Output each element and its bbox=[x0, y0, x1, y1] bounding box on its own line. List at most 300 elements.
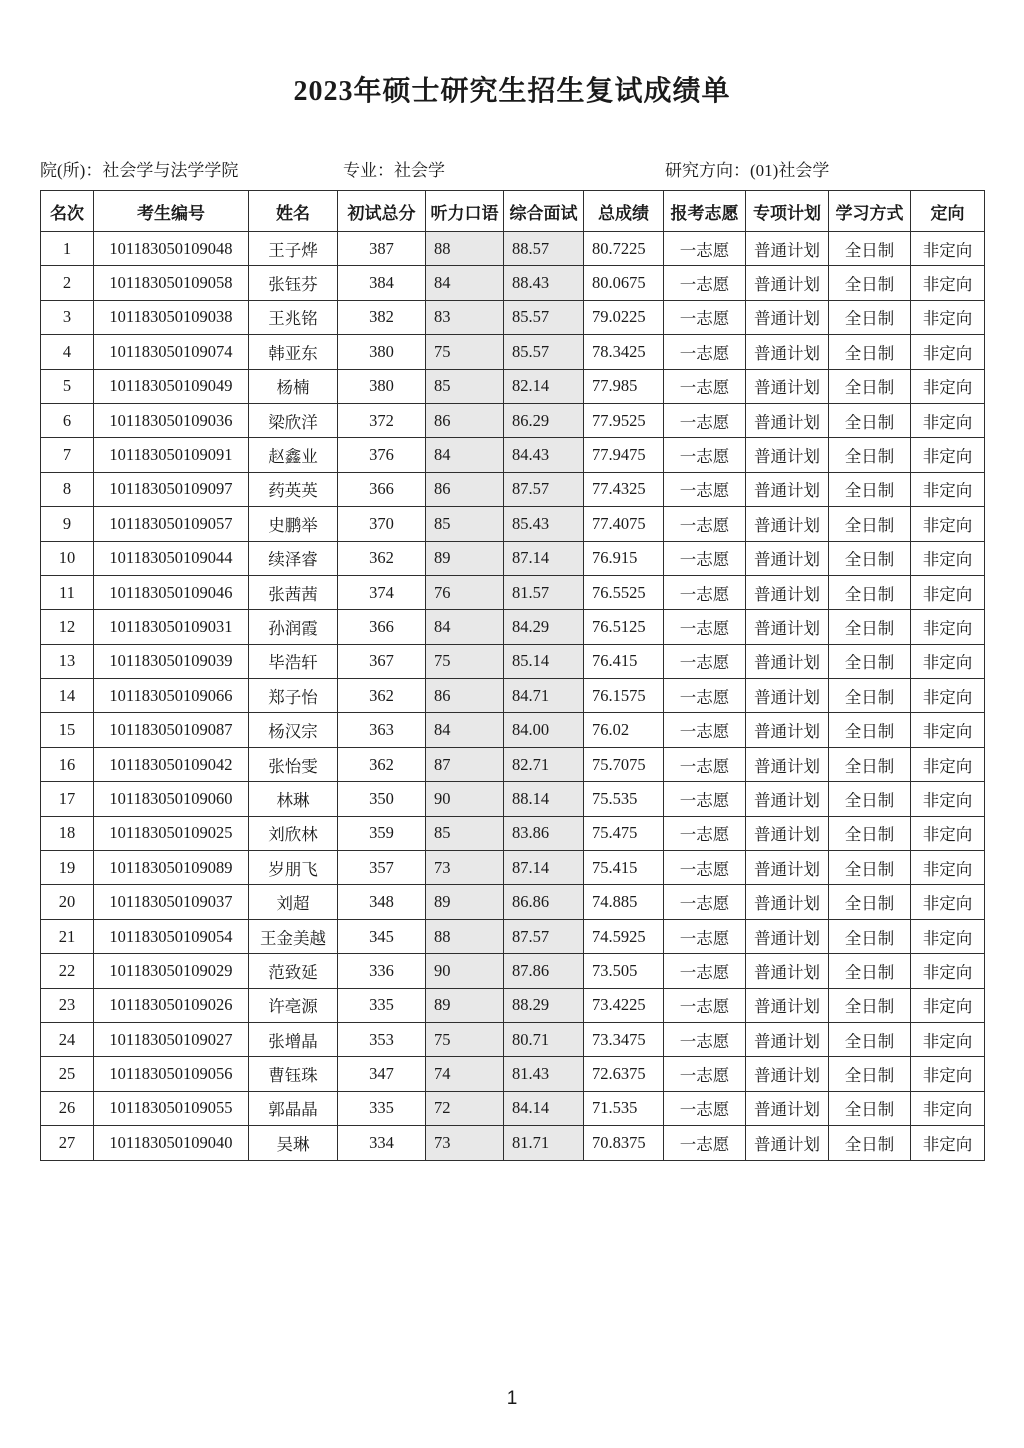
cell-listening-speaking: 83 bbox=[426, 300, 504, 334]
cell-interview: 84.00 bbox=[504, 713, 584, 747]
cell-special-plan: 普通计划 bbox=[746, 610, 829, 644]
cell-total-score: 75.415 bbox=[584, 851, 664, 885]
cell-initial-total: 380 bbox=[338, 335, 426, 369]
cell-rank: 10 bbox=[41, 541, 94, 575]
cell-initial-total: 372 bbox=[338, 403, 426, 437]
cell-rank: 4 bbox=[41, 335, 94, 369]
cell-rank: 17 bbox=[41, 782, 94, 816]
cell-candidate-id: 101183050109040 bbox=[94, 1126, 249, 1160]
cell-rank: 26 bbox=[41, 1091, 94, 1125]
cell-listening-speaking: 86 bbox=[426, 679, 504, 713]
cell-special-plan: 普通计划 bbox=[746, 438, 829, 472]
research-direction-label: 研究方向： bbox=[665, 161, 750, 180]
cell-preference: 一志愿 bbox=[664, 438, 746, 472]
cell-preference: 一志愿 bbox=[664, 885, 746, 919]
cell-interview: 83.86 bbox=[504, 816, 584, 850]
cell-name: 史鹏举 bbox=[249, 507, 338, 541]
cell-preference: 一志愿 bbox=[664, 575, 746, 609]
table-row bbox=[41, 369, 985, 403]
cell-name: 王兆铭 bbox=[249, 300, 338, 334]
cell-interview: 88.43 bbox=[504, 266, 584, 300]
cell-rank: 2 bbox=[41, 266, 94, 300]
cell-initial-total: 387 bbox=[338, 232, 426, 266]
cell-study-mode: 全日制 bbox=[829, 713, 911, 747]
college-field bbox=[40, 160, 238, 182]
page-title: 2023年硕士研究生招生复试成绩单 bbox=[293, 76, 731, 107]
cell-orientation: 非定向 bbox=[911, 954, 985, 988]
cell-orientation: 非定向 bbox=[911, 1126, 985, 1160]
cell-initial-total: 362 bbox=[338, 541, 426, 575]
cell-interview: 84.43 bbox=[504, 438, 584, 472]
cell-preference: 一志愿 bbox=[664, 816, 746, 850]
cell-initial-total: 348 bbox=[338, 885, 426, 919]
cell-special-plan: 普通计划 bbox=[746, 403, 829, 437]
cell-listening-speaking: 84 bbox=[426, 610, 504, 644]
cell-total-score: 72.6375 bbox=[584, 1057, 664, 1091]
cell-candidate-id: 101183050109060 bbox=[94, 782, 249, 816]
cell-listening-speaking: 85 bbox=[426, 507, 504, 541]
document-info-line bbox=[40, 160, 984, 182]
cell-study-mode: 全日制 bbox=[829, 782, 911, 816]
cell-listening-speaking: 90 bbox=[426, 954, 504, 988]
cell-total-score: 75.535 bbox=[584, 782, 664, 816]
cell-special-plan: 普通计划 bbox=[746, 472, 829, 506]
cell-listening-speaking: 72 bbox=[426, 1091, 504, 1125]
cell-candidate-id: 101183050109055 bbox=[94, 1091, 249, 1125]
cell-total-score: 77.9475 bbox=[584, 438, 664, 472]
cell-rank: 8 bbox=[41, 472, 94, 506]
cell-listening-speaking: 84 bbox=[426, 266, 504, 300]
cell-special-plan: 普通计划 bbox=[746, 1022, 829, 1056]
cell-special-plan: 普通计划 bbox=[746, 816, 829, 850]
college-value: 社会学与法学学院 bbox=[102, 161, 239, 180]
column-header-study-mode: 学习方式 bbox=[829, 191, 911, 232]
cell-special-plan: 普通计划 bbox=[746, 713, 829, 747]
cell-interview: 82.71 bbox=[504, 747, 584, 781]
cell-study-mode: 全日制 bbox=[829, 541, 911, 575]
cell-study-mode: 全日制 bbox=[829, 403, 911, 437]
cell-preference: 一志愿 bbox=[664, 472, 746, 506]
table-row bbox=[41, 644, 985, 678]
cell-candidate-id: 101183050109057 bbox=[94, 507, 249, 541]
table-row bbox=[41, 266, 985, 300]
cell-candidate-id: 101183050109089 bbox=[94, 851, 249, 885]
major-field bbox=[343, 160, 445, 182]
cell-rank: 18 bbox=[41, 816, 94, 850]
column-header-special-plan: 专项计划 bbox=[746, 191, 829, 232]
cell-name: 孙润霞 bbox=[249, 610, 338, 644]
cell-orientation: 非定向 bbox=[911, 610, 985, 644]
table-row bbox=[41, 679, 985, 713]
table-row bbox=[41, 816, 985, 850]
cell-orientation: 非定向 bbox=[911, 507, 985, 541]
cell-name: 毕浩轩 bbox=[249, 644, 338, 678]
cell-interview: 87.57 bbox=[504, 472, 584, 506]
cell-name: 王子烨 bbox=[249, 232, 338, 266]
cell-study-mode: 全日制 bbox=[829, 679, 911, 713]
table-header-row bbox=[41, 191, 985, 232]
cell-preference: 一志愿 bbox=[664, 782, 746, 816]
cell-initial-total: 374 bbox=[338, 575, 426, 609]
cell-name: 郑子怡 bbox=[249, 679, 338, 713]
cell-total-score: 76.5125 bbox=[584, 610, 664, 644]
cell-initial-total: 335 bbox=[338, 1091, 426, 1125]
cell-rank: 3 bbox=[41, 300, 94, 334]
cell-preference: 一志愿 bbox=[664, 403, 746, 437]
table-row bbox=[41, 988, 985, 1022]
cell-orientation: 非定向 bbox=[911, 369, 985, 403]
cell-orientation: 非定向 bbox=[911, 266, 985, 300]
cell-name: 刘超 bbox=[249, 885, 338, 919]
cell-listening-speaking: 85 bbox=[426, 369, 504, 403]
cell-preference: 一志愿 bbox=[664, 1022, 746, 1056]
cell-total-score: 73.3475 bbox=[584, 1022, 664, 1056]
cell-preference: 一志愿 bbox=[664, 1057, 746, 1091]
cell-name: 张钰芬 bbox=[249, 266, 338, 300]
cell-candidate-id: 101183050109058 bbox=[94, 266, 249, 300]
cell-interview: 87.14 bbox=[504, 851, 584, 885]
cell-name: 药英英 bbox=[249, 472, 338, 506]
table-row bbox=[41, 610, 985, 644]
cell-listening-speaking: 87 bbox=[426, 747, 504, 781]
cell-preference: 一志愿 bbox=[664, 369, 746, 403]
cell-name: 梁欣洋 bbox=[249, 403, 338, 437]
cell-study-mode: 全日制 bbox=[829, 1057, 911, 1091]
cell-total-score: 76.1575 bbox=[584, 679, 664, 713]
column-header-rank: 名次 bbox=[41, 191, 94, 232]
cell-interview: 82.14 bbox=[504, 369, 584, 403]
cell-preference: 一志愿 bbox=[664, 1091, 746, 1125]
cell-special-plan: 普通计划 bbox=[746, 232, 829, 266]
cell-interview: 88.29 bbox=[504, 988, 584, 1022]
column-header-orientation: 定向 bbox=[911, 191, 985, 232]
column-header-initial-total: 初试总分 bbox=[338, 191, 426, 232]
cell-preference: 一志愿 bbox=[664, 988, 746, 1022]
column-header-name: 姓名 bbox=[249, 191, 338, 232]
cell-rank: 23 bbox=[41, 988, 94, 1022]
cell-orientation: 非定向 bbox=[911, 472, 985, 506]
table-row bbox=[41, 919, 985, 953]
cell-total-score: 76.5525 bbox=[584, 575, 664, 609]
cell-special-plan: 普通计划 bbox=[746, 988, 829, 1022]
cell-orientation: 非定向 bbox=[911, 541, 985, 575]
cell-preference: 一志愿 bbox=[664, 300, 746, 334]
table-row bbox=[41, 1022, 985, 1056]
cell-name: 杨楠 bbox=[249, 369, 338, 403]
cell-initial-total: 362 bbox=[338, 679, 426, 713]
cell-interview: 80.71 bbox=[504, 1022, 584, 1056]
cell-study-mode: 全日制 bbox=[829, 507, 911, 541]
cell-rank: 25 bbox=[41, 1057, 94, 1091]
cell-listening-speaking: 75 bbox=[426, 335, 504, 369]
cell-rank: 24 bbox=[41, 1022, 94, 1056]
cell-total-score: 71.535 bbox=[584, 1091, 664, 1125]
cell-initial-total: 382 bbox=[338, 300, 426, 334]
cell-candidate-id: 101183050109048 bbox=[94, 232, 249, 266]
cell-special-plan: 普通计划 bbox=[746, 507, 829, 541]
cell-initial-total: 366 bbox=[338, 472, 426, 506]
cell-orientation: 非定向 bbox=[911, 919, 985, 953]
cell-interview: 88.57 bbox=[504, 232, 584, 266]
cell-preference: 一志愿 bbox=[664, 266, 746, 300]
cell-name: 岁朋飞 bbox=[249, 851, 338, 885]
cell-rank: 13 bbox=[41, 644, 94, 678]
cell-orientation: 非定向 bbox=[911, 1091, 985, 1125]
cell-name: 许亳源 bbox=[249, 988, 338, 1022]
cell-special-plan: 普通计划 bbox=[746, 954, 829, 988]
cell-study-mode: 全日制 bbox=[829, 919, 911, 953]
table-row bbox=[41, 954, 985, 988]
cell-study-mode: 全日制 bbox=[829, 1022, 911, 1056]
cell-listening-speaking: 73 bbox=[426, 851, 504, 885]
cell-preference: 一志愿 bbox=[664, 610, 746, 644]
cell-candidate-id: 101183050109049 bbox=[94, 369, 249, 403]
cell-listening-speaking: 89 bbox=[426, 885, 504, 919]
cell-orientation: 非定向 bbox=[911, 747, 985, 781]
cell-name: 林琳 bbox=[249, 782, 338, 816]
cell-study-mode: 全日制 bbox=[829, 266, 911, 300]
cell-listening-speaking: 86 bbox=[426, 472, 504, 506]
column-header-interview: 综合面试 bbox=[504, 191, 584, 232]
cell-name: 张增晶 bbox=[249, 1022, 338, 1056]
cell-preference: 一志愿 bbox=[664, 335, 746, 369]
cell-special-plan: 普通计划 bbox=[746, 369, 829, 403]
cell-candidate-id: 101183050109066 bbox=[94, 679, 249, 713]
cell-interview: 86.29 bbox=[504, 403, 584, 437]
cell-preference: 一志愿 bbox=[664, 954, 746, 988]
cell-candidate-id: 101183050109036 bbox=[94, 403, 249, 437]
cell-candidate-id: 101183050109044 bbox=[94, 541, 249, 575]
major-value: 社会学 bbox=[394, 161, 445, 180]
cell-study-mode: 全日制 bbox=[829, 472, 911, 506]
column-header-preference: 报考志愿 bbox=[664, 191, 746, 232]
cell-study-mode: 全日制 bbox=[829, 851, 911, 885]
cell-total-score: 73.505 bbox=[584, 954, 664, 988]
cell-preference: 一志愿 bbox=[664, 644, 746, 678]
cell-rank: 27 bbox=[41, 1126, 94, 1160]
cell-candidate-id: 101183050109074 bbox=[94, 335, 249, 369]
cell-initial-total: 350 bbox=[338, 782, 426, 816]
cell-interview: 86.86 bbox=[504, 885, 584, 919]
cell-rank: 21 bbox=[41, 919, 94, 953]
cell-candidate-id: 101183050109091 bbox=[94, 438, 249, 472]
cell-initial-total: 380 bbox=[338, 369, 426, 403]
table-row bbox=[41, 541, 985, 575]
cell-interview: 85.57 bbox=[504, 335, 584, 369]
cell-interview: 84.29 bbox=[504, 610, 584, 644]
cell-total-score: 74.5925 bbox=[584, 919, 664, 953]
cell-candidate-id: 101183050109042 bbox=[94, 747, 249, 781]
cell-initial-total: 347 bbox=[338, 1057, 426, 1091]
cell-listening-speaking: 86 bbox=[426, 403, 504, 437]
cell-preference: 一志愿 bbox=[664, 713, 746, 747]
cell-special-plan: 普通计划 bbox=[746, 266, 829, 300]
cell-interview: 81.71 bbox=[504, 1126, 584, 1160]
table-row bbox=[41, 300, 985, 334]
cell-listening-speaking: 84 bbox=[426, 438, 504, 472]
cell-candidate-id: 101183050109026 bbox=[94, 988, 249, 1022]
cell-orientation: 非定向 bbox=[911, 713, 985, 747]
cell-study-mode: 全日制 bbox=[829, 644, 911, 678]
cell-total-score: 78.3425 bbox=[584, 335, 664, 369]
cell-total-score: 76.415 bbox=[584, 644, 664, 678]
cell-rank: 15 bbox=[41, 713, 94, 747]
cell-orientation: 非定向 bbox=[911, 438, 985, 472]
cell-special-plan: 普通计划 bbox=[746, 885, 829, 919]
cell-study-mode: 全日制 bbox=[829, 988, 911, 1022]
cell-total-score: 70.8375 bbox=[584, 1126, 664, 1160]
cell-interview: 87.57 bbox=[504, 919, 584, 953]
cell-initial-total: 353 bbox=[338, 1022, 426, 1056]
cell-name: 吴琳 bbox=[249, 1126, 338, 1160]
research-direction-value: (01)社会学 bbox=[750, 161, 830, 180]
cell-orientation: 非定向 bbox=[911, 300, 985, 334]
cell-rank: 9 bbox=[41, 507, 94, 541]
cell-orientation: 非定向 bbox=[911, 1022, 985, 1056]
cell-preference: 一志愿 bbox=[664, 1126, 746, 1160]
cell-listening-speaking: 90 bbox=[426, 782, 504, 816]
cell-orientation: 非定向 bbox=[911, 782, 985, 816]
cell-special-plan: 普通计划 bbox=[746, 575, 829, 609]
cell-name: 王金美越 bbox=[249, 919, 338, 953]
cell-listening-speaking: 89 bbox=[426, 541, 504, 575]
cell-preference: 一志愿 bbox=[664, 507, 746, 541]
cell-name: 韩亚东 bbox=[249, 335, 338, 369]
cell-interview: 85.57 bbox=[504, 300, 584, 334]
cell-rank: 11 bbox=[41, 575, 94, 609]
cell-orientation: 非定向 bbox=[911, 575, 985, 609]
cell-name: 范致延 bbox=[249, 954, 338, 988]
cell-rank: 6 bbox=[41, 403, 94, 437]
cell-interview: 85.14 bbox=[504, 644, 584, 678]
cell-name: 曹钰珠 bbox=[249, 1057, 338, 1091]
table-row bbox=[41, 1057, 985, 1091]
score-table bbox=[40, 190, 985, 1161]
cell-special-plan: 普通计划 bbox=[746, 747, 829, 781]
cell-study-mode: 全日制 bbox=[829, 747, 911, 781]
cell-interview: 81.43 bbox=[504, 1057, 584, 1091]
cell-interview: 81.57 bbox=[504, 575, 584, 609]
cell-study-mode: 全日制 bbox=[829, 1126, 911, 1160]
cell-study-mode: 全日制 bbox=[829, 816, 911, 850]
major-label: 专业： bbox=[343, 161, 394, 180]
cell-name: 郭晶晶 bbox=[249, 1091, 338, 1125]
cell-total-score: 76.02 bbox=[584, 713, 664, 747]
cell-rank: 20 bbox=[41, 885, 94, 919]
cell-listening-speaking: 89 bbox=[426, 988, 504, 1022]
cell-interview: 88.14 bbox=[504, 782, 584, 816]
cell-name: 刘欣林 bbox=[249, 816, 338, 850]
cell-orientation: 非定向 bbox=[911, 403, 985, 437]
cell-orientation: 非定向 bbox=[911, 644, 985, 678]
cell-special-plan: 普通计划 bbox=[746, 851, 829, 885]
cell-special-plan: 普通计划 bbox=[746, 1057, 829, 1091]
cell-study-mode: 全日制 bbox=[829, 232, 911, 266]
cell-special-plan: 普通计划 bbox=[746, 782, 829, 816]
cell-total-score: 77.985 bbox=[584, 369, 664, 403]
cell-candidate-id: 101183050109087 bbox=[94, 713, 249, 747]
cell-rank: 16 bbox=[41, 747, 94, 781]
cell-initial-total: 363 bbox=[338, 713, 426, 747]
cell-candidate-id: 101183050109027 bbox=[94, 1022, 249, 1056]
cell-study-mode: 全日制 bbox=[829, 335, 911, 369]
cell-total-score: 80.7225 bbox=[584, 232, 664, 266]
cell-initial-total: 336 bbox=[338, 954, 426, 988]
cell-special-plan: 普通计划 bbox=[746, 335, 829, 369]
cell-initial-total: 366 bbox=[338, 610, 426, 644]
cell-listening-speaking: 84 bbox=[426, 713, 504, 747]
score-table-body bbox=[41, 232, 985, 1161]
cell-rank: 1 bbox=[41, 232, 94, 266]
table-row bbox=[41, 438, 985, 472]
cell-interview: 87.86 bbox=[504, 954, 584, 988]
table-row bbox=[41, 472, 985, 506]
cell-preference: 一志愿 bbox=[664, 851, 746, 885]
cell-initial-total: 345 bbox=[338, 919, 426, 953]
cell-candidate-id: 101183050109037 bbox=[94, 885, 249, 919]
cell-special-plan: 普通计划 bbox=[746, 541, 829, 575]
cell-total-score: 75.7075 bbox=[584, 747, 664, 781]
cell-name: 张茜茜 bbox=[249, 575, 338, 609]
cell-initial-total: 370 bbox=[338, 507, 426, 541]
cell-initial-total: 357 bbox=[338, 851, 426, 885]
cell-rank: 19 bbox=[41, 851, 94, 885]
cell-rank: 22 bbox=[41, 954, 94, 988]
cell-study-mode: 全日制 bbox=[829, 300, 911, 334]
table-row bbox=[41, 507, 985, 541]
cell-study-mode: 全日制 bbox=[829, 954, 911, 988]
cell-orientation: 非定向 bbox=[911, 335, 985, 369]
cell-listening-speaking: 75 bbox=[426, 644, 504, 678]
cell-name: 张怡雯 bbox=[249, 747, 338, 781]
cell-total-score: 80.0675 bbox=[584, 266, 664, 300]
table-row bbox=[41, 713, 985, 747]
cell-interview: 84.71 bbox=[504, 679, 584, 713]
cell-study-mode: 全日制 bbox=[829, 369, 911, 403]
cell-orientation: 非定向 bbox=[911, 988, 985, 1022]
cell-total-score: 76.915 bbox=[584, 541, 664, 575]
cell-name: 续泽睿 bbox=[249, 541, 338, 575]
cell-total-score: 74.885 bbox=[584, 885, 664, 919]
cell-initial-total: 367 bbox=[338, 644, 426, 678]
cell-orientation: 非定向 bbox=[911, 679, 985, 713]
cell-special-plan: 普通计划 bbox=[746, 300, 829, 334]
cell-candidate-id: 101183050109038 bbox=[94, 300, 249, 334]
cell-special-plan: 普通计划 bbox=[746, 919, 829, 953]
cell-candidate-id: 101183050109039 bbox=[94, 644, 249, 678]
table-row bbox=[41, 232, 985, 266]
column-header-total-score: 总成绩 bbox=[584, 191, 664, 232]
cell-special-plan: 普通计划 bbox=[746, 644, 829, 678]
cell-rank: 7 bbox=[41, 438, 94, 472]
cell-orientation: 非定向 bbox=[911, 816, 985, 850]
cell-special-plan: 普通计划 bbox=[746, 679, 829, 713]
cell-listening-speaking: 75 bbox=[426, 1022, 504, 1056]
table-row bbox=[41, 1091, 985, 1125]
cell-rank: 5 bbox=[41, 369, 94, 403]
cell-name: 赵鑫业 bbox=[249, 438, 338, 472]
cell-total-score: 77.4325 bbox=[584, 472, 664, 506]
cell-rank: 14 bbox=[41, 679, 94, 713]
cell-study-mode: 全日制 bbox=[829, 1091, 911, 1125]
cell-candidate-id: 101183050109046 bbox=[94, 575, 249, 609]
cell-study-mode: 全日制 bbox=[829, 885, 911, 919]
cell-listening-speaking: 74 bbox=[426, 1057, 504, 1091]
cell-candidate-id: 101183050109054 bbox=[94, 919, 249, 953]
cell-preference: 一志愿 bbox=[664, 541, 746, 575]
cell-special-plan: 普通计划 bbox=[746, 1091, 829, 1125]
cell-initial-total: 334 bbox=[338, 1126, 426, 1160]
